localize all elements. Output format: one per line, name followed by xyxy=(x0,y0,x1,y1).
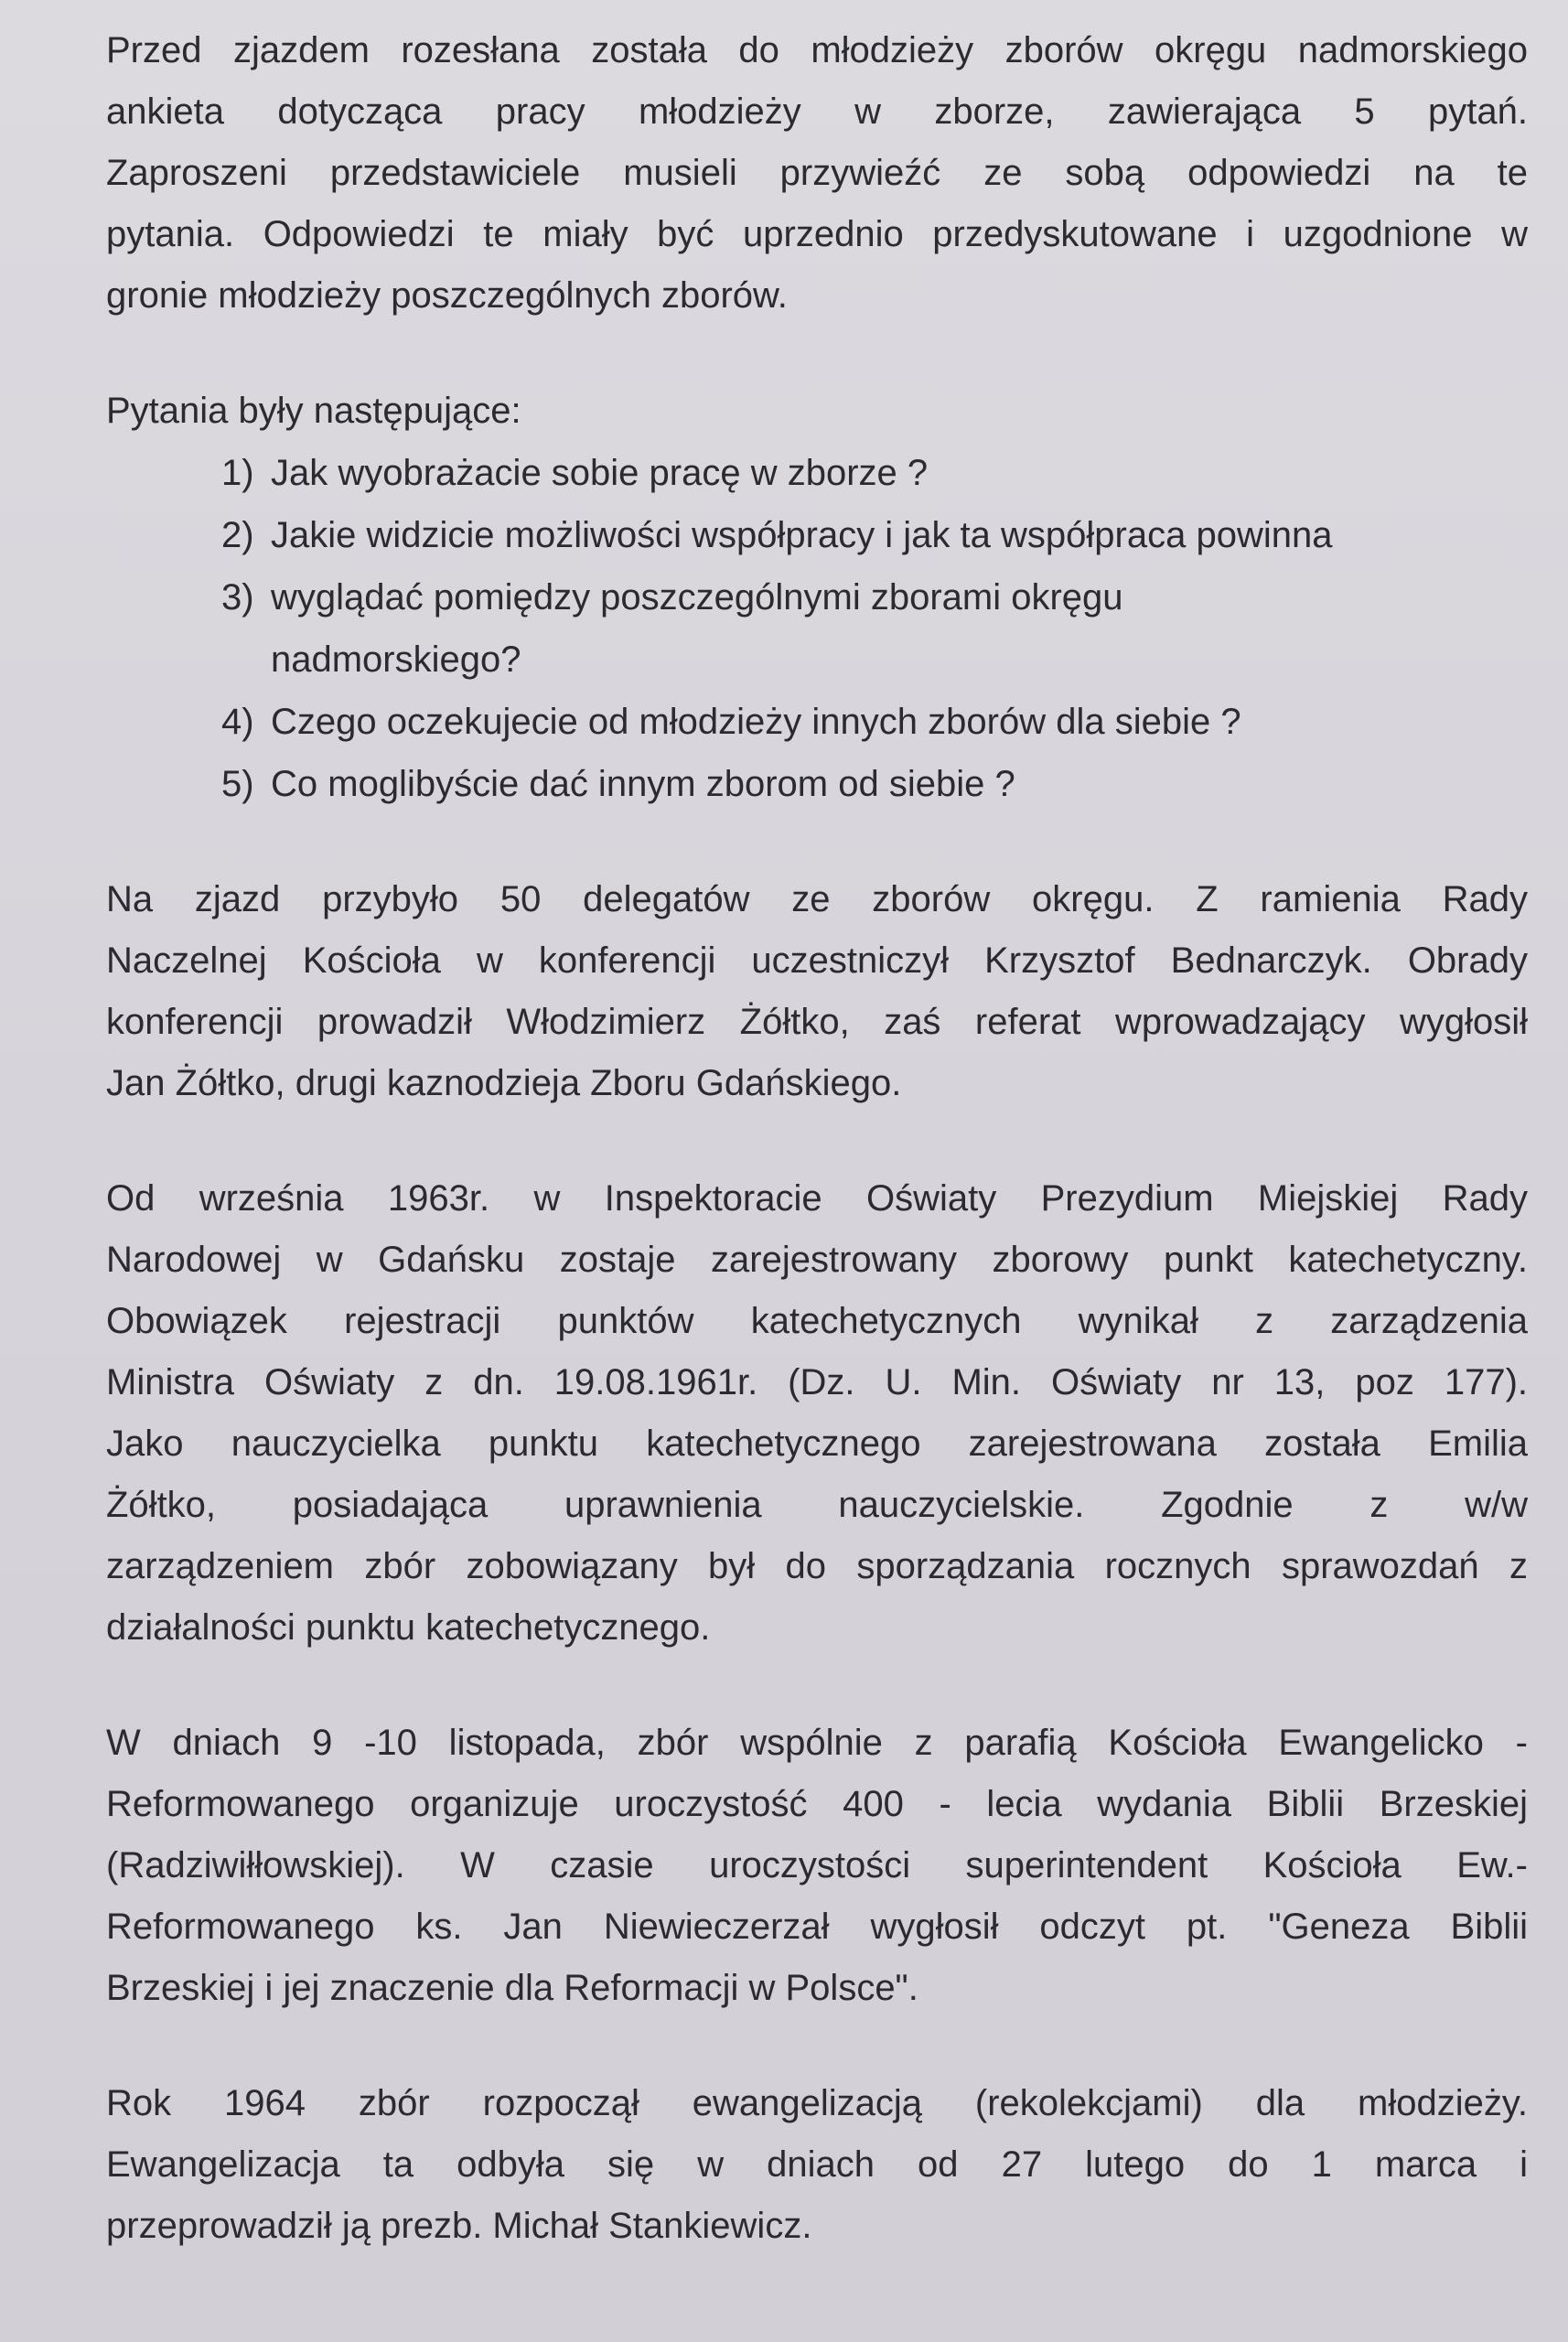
text-line: Przed zjazdem rozesłana została do młodzieży zborów okręgu nadmorskiego xyxy=(106,30,1528,70)
text-line: Ewangelizacja ta odbyła się w dniach od 27 lutego do 1 marca i xyxy=(106,2144,1528,2185)
paragraph-bible-anniversary xyxy=(106,1713,1528,2019)
text-line: Reformowanego ks. Jan Niewieczerzał wygłosił odczyt pt. "Geneza Biblii xyxy=(106,1907,1528,1947)
text-line: Na zjazd przybyło 50 delegatów ze zborów okręgu. Z ramienia Rady xyxy=(106,879,1528,919)
text-line: W dniach 9 -10 listopada, zbór wspólnie z parafią Kościoła Ewangelicko - xyxy=(106,1723,1528,1763)
question-number: 4) xyxy=(221,702,254,742)
text-line: Reformowanego organizuje uroczystość 400 - lecia wydania Biblii Brzeskiej xyxy=(106,1784,1528,1824)
text-line: Od września 1963r. w Inspektoracie Oświaty Prezydium Miejskiej Rady xyxy=(106,1178,1528,1219)
question-item xyxy=(221,753,1528,815)
question-number: 5) xyxy=(221,764,254,804)
text-line: zarządzeniem zbór zobowiązany był do sporządzania rocznych sprawozdań z xyxy=(106,1546,1528,1586)
paragraph-gap xyxy=(106,815,1528,869)
text-line: Naczelnej Kościoła w konferencji uczestniczył Krzysztof Bednarczyk. Obrady xyxy=(106,940,1528,981)
text-line: Jako nauczycielka punktu katechetycznego zarejestrowana została Emilia xyxy=(106,1423,1528,1464)
text-line: przeprowadził ją prezb. Michał Stankiewicz. xyxy=(106,2206,812,2246)
questions-list xyxy=(106,442,1528,815)
paragraph-evangelization xyxy=(106,2073,1528,2257)
text-line: (Radziwiłłowskiej). W czasie uroczystości superintendent Kościoła Ew.- xyxy=(106,1845,1528,1885)
question-number: 2) xyxy=(221,515,254,555)
text-line: Żółtko, posiadająca uprawnienia nauczycielskie. Zgodnie z w/w xyxy=(106,1485,1528,1525)
question-item-continuation xyxy=(221,628,1528,691)
question-text: Jak wyobrażacie sobie pracę w zborze ? xyxy=(271,453,929,493)
question-number: 1) xyxy=(221,453,254,493)
paragraph-gap xyxy=(106,2019,1528,2073)
text-line: Narodowej w Gdańsku zostaje zarejestrowany zborowy punkt katechetyczny. xyxy=(106,1240,1528,1280)
text-line: gronie młodzieży poszczególnych zborów. xyxy=(106,275,788,316)
question-item xyxy=(221,566,1528,628)
text-line: Brzeskiej i jej znaczenie dla Reformacji w Polsce". xyxy=(106,1968,918,2008)
question-text: nadmorskiego? xyxy=(271,639,521,680)
text-line: ankieta dotycząca pracy młodzieży w zborze, zawierająca 5 pytań. xyxy=(106,91,1528,132)
text-line: Ministra Oświaty z dn. 19.08.1961r. (Dz. U. Min. Oświaty nr 13, poz 177). xyxy=(106,1362,1528,1402)
text-line: pytania. Odpowiedzi te miały być uprzednio przedyskutowane i uzgodnione w xyxy=(106,214,1528,254)
question-text: wyglądać pomiędzy poszczególnymi zborami okręgu xyxy=(271,577,1123,618)
question-text: Czego oczekujecie od młodzieży innych zborów dla siebie ? xyxy=(271,702,1241,742)
text-line: działalności punktu katechetycznego. xyxy=(106,1607,711,1648)
questions-heading: Pytania były następujące: xyxy=(106,391,521,431)
question-number: 3) xyxy=(221,577,254,618)
paragraph-gap xyxy=(106,1659,1528,1713)
paragraph-survey xyxy=(106,20,1528,327)
text-line: Jan Żółtko, drugi kaznodzieja Zboru Gdańskiego. xyxy=(106,1063,902,1103)
question-item xyxy=(221,504,1528,566)
question-text: Co moglibyście dać innym zborom od siebie ? xyxy=(271,764,1015,804)
question-text: Jakie widzicie możliwości współpracy i jak ta współpraca powinna xyxy=(271,515,1333,555)
text-line: Zaproszeni przedstawiciele musieli przywieźć ze sobą odpowiedzi na te xyxy=(106,153,1528,193)
paragraph-gap xyxy=(106,327,1528,381)
paragraph-catechetical-point xyxy=(106,1168,1528,1659)
question-item xyxy=(221,691,1528,753)
text-line: Obowiązek rejestracji punktów katechetycznych wynikał z zarządzenia xyxy=(106,1301,1528,1341)
question-item xyxy=(221,442,1528,504)
text-line: Rok 1964 zbór rozpoczął ewangelizacją (rekolekcjami) dla młodzieży. xyxy=(106,2083,1528,2123)
paragraph-delegates xyxy=(106,869,1528,1114)
text-line: konferencji prowadził Włodzimierz Żółtko, zaś referat wprowadzający wygłosił xyxy=(106,1002,1528,1042)
paragraph-gap xyxy=(106,1114,1528,1168)
